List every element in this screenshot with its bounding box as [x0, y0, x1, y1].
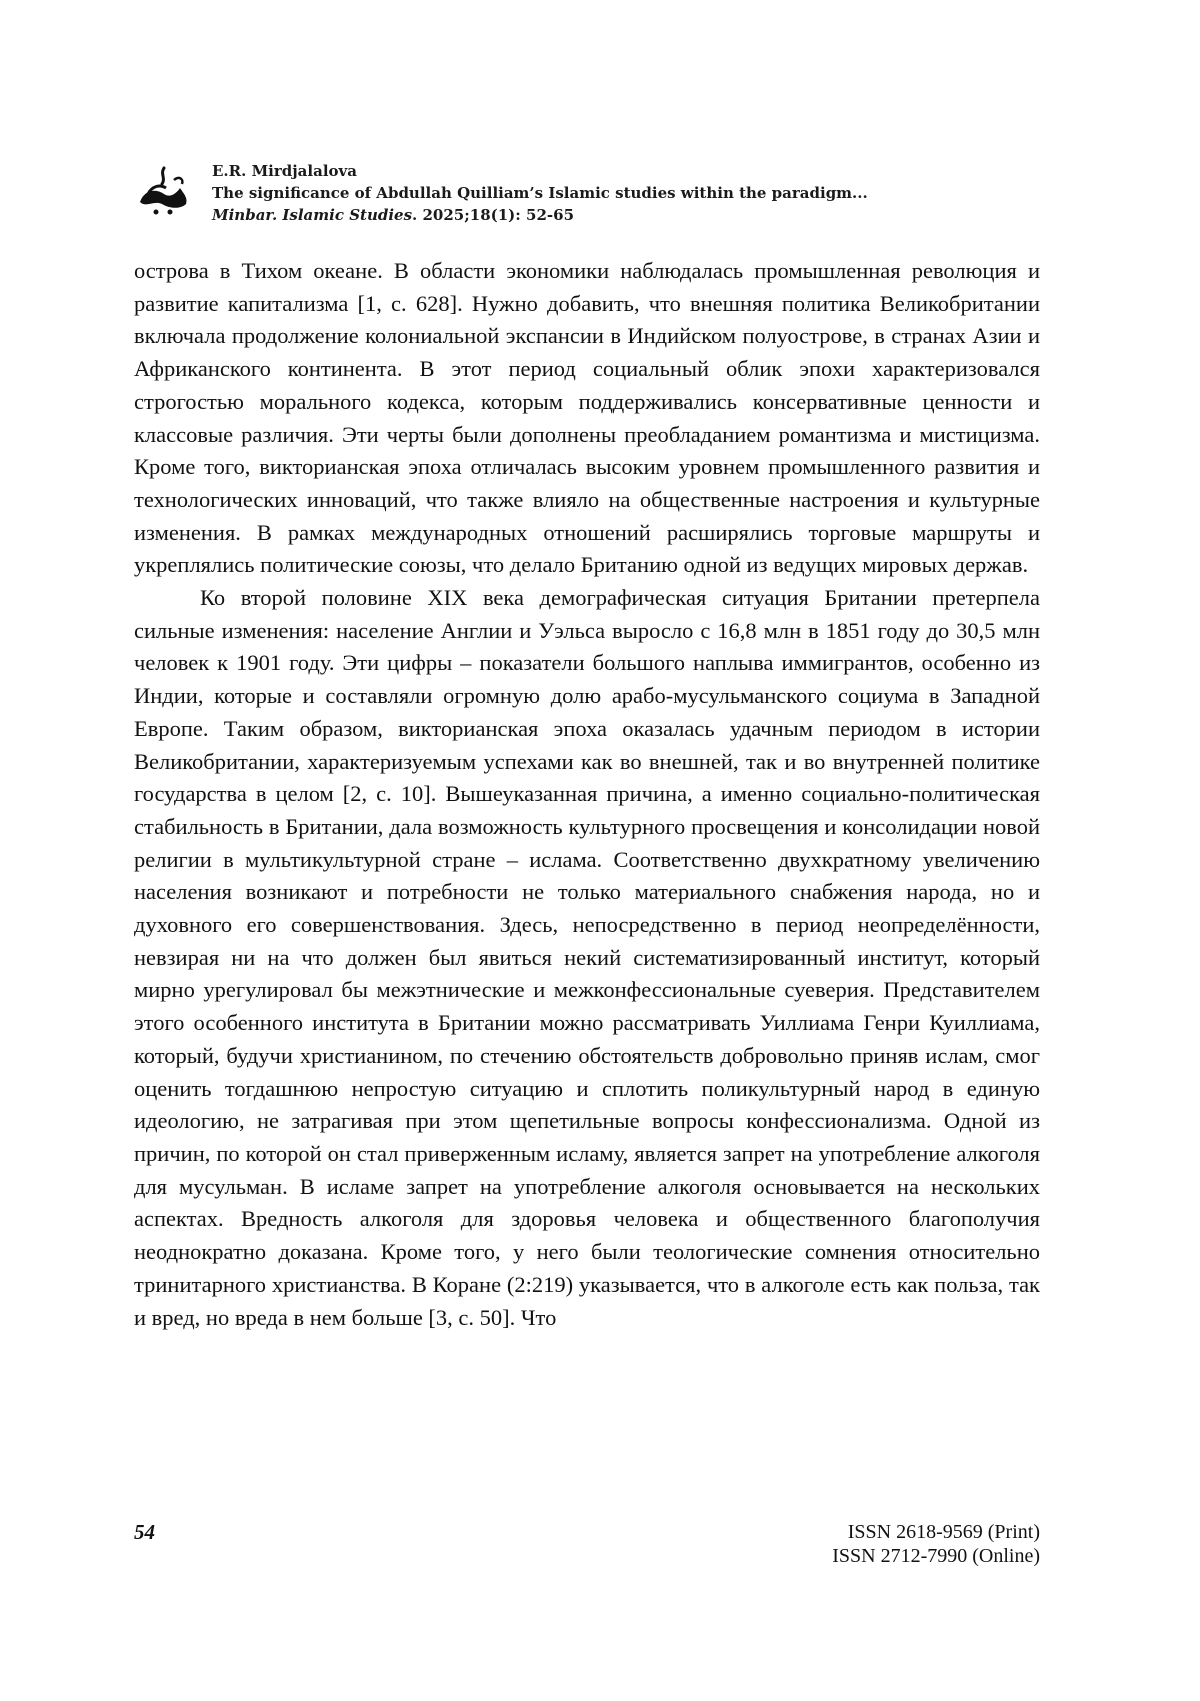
body-paragraph-1: острова в Тихом океане. В области экономики наблюдалась промышленная революция и развитие капитализма [1, с. 628]. Нужно добавить, что внешняя политика Великобритании включала продолжение колониальной экспансии в Индийском полуострове, в странах Азии и Африканского континента. В этот период социальный облик эпохи характеризовался строгостью морального кодекса, которым поддерживались консервативные ценности и классовые различия. Эти черты были дополнены преобладанием романтизма и мистицизма. Кроме того, викторианская эпоха отличалась высоким уровнем промышленного развития и технологических инноваций, что также влияло на общественные настроения и культурные изменения. В рамках международных отношений расширялись торговые маршруты и укреплялись политические союзы, что делало Британию одной из ведущих мировых держав.	[134, 255, 1040, 582]
header-article-title: The significance of Abdullah Quilliam’s Islamic studies within the paradigm...	[212, 182, 868, 204]
body-paragraph-2: Ко второй половине XIX века демографическая ситуация Британии претерпела сильные изменения: население Англии и Уэльса выросло с 16,8 млн в 1851 году до 30,5 млн человек к 1901 году. Эти цифры – показатели большого наплыва иммигрантов, особенно из Индии, которые и составляли огромную долю арабо-мусульманского социума в Западной Европе. Таким образом, викторианская эпоха оказалась удачным периодом в истории Великобритании, характеризуемым успехами как во внешней, так и во внутренней политике государства в целом [2, с. 10]. Вышеуказанная причина, а именно социально-политическая стабильность в Британии, дала возможность культурного просвещения и консолидации новой религии в мультикультурной стране – ислама. Соответственно двухкратному увеличению населения возникают и потребности не только материального снабжения народа, но и духовного его совершенствования. Здесь, непосредственно в период неопределённости, невзирая ни на что должен был явиться некий систематизированный институт, который мирно урегулировал бы межэтнические и межконфессиональные суеверия. Представителем этого особенного института в Британии можно рассматривать Уиллиама Генри Куиллиама, который, будучи христианином, по стечению обстоятельств добровольно приняв ислам, смог оценить тогдашнюю непростую ситуацию и сплотить поликультурный народ в единую идеологию, не затрагивая при этом щепетильные вопросы конфессионализма. Одной из причин, по которой он стал приверженным исламу, является запрет на употребление алкоголя для мусульман. В исламе запрет на употребление алкоголя основывается на нескольких аспектах. Вредность алкоголя для здоровья человека и общественного благополучия неоднократно доказана. Кроме того, у него были теологические сомнения относительно тринитарного христианства. В Коране (2:219) указывается, что в алкоголе есть как польза, так и вред, но вреда в нем больше [3, с. 50]. Что	[134, 582, 1040, 1334]
running-header	[134, 160, 1074, 230]
header-citation	[212, 204, 868, 226]
header-volume: . 2025;18(1): 52-65	[412, 206, 574, 224]
issn-block	[832, 1520, 1040, 1568]
article-body	[134, 255, 1040, 1334]
header-journal: Minbar. Islamic Studies	[212, 206, 412, 224]
issn-online: ISSN 2712-7990 (Online)	[832, 1544, 1040, 1568]
header-author: E.R. Mirdjalalova	[212, 160, 868, 182]
issn-print: ISSN 2618-9569 (Print)	[832, 1520, 1040, 1544]
minbar-logo-icon	[134, 164, 192, 216]
page-number: 54	[134, 1520, 155, 1545]
